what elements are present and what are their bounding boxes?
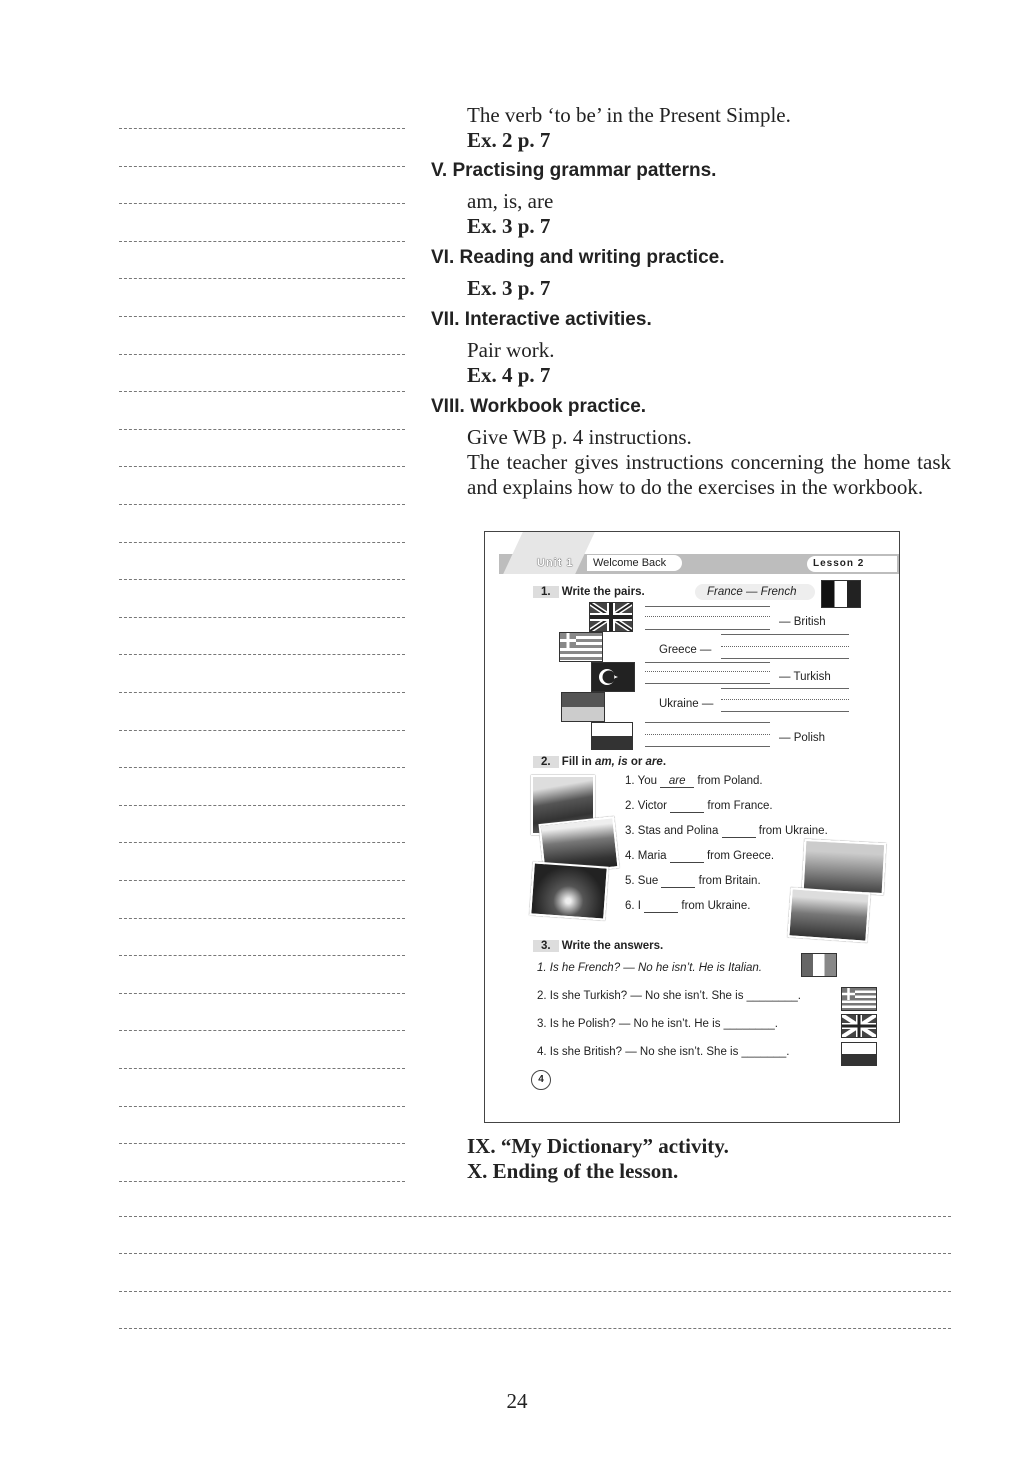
flag-ukraine-icon [561, 692, 605, 722]
margin-note-line [119, 504, 405, 505]
margin-note-line [119, 354, 405, 355]
exercise-ref: Ex. 2 p. 7 [467, 128, 551, 152]
flag-uk-icon [589, 602, 633, 632]
answer-item: 1. Is he French? — No he isn’t. He is Italian. [537, 962, 762, 974]
exercise-3-title [533, 940, 663, 952]
margin-note-line [119, 241, 405, 242]
note-line [119, 1328, 951, 1329]
exercise-instruction: Write the answers. [561, 940, 664, 952]
margin-note-line [119, 730, 405, 731]
exercise-number: 1. [533, 586, 559, 598]
photo-kyiv [787, 887, 870, 942]
flag-turkey-icon [591, 662, 635, 692]
pair-item: — Turkish [779, 671, 831, 683]
pair-item: — British [779, 616, 826, 628]
flag-greece-icon [559, 632, 603, 662]
margin-note-line [119, 1181, 405, 1182]
fill-item: 6. I from Ukraine. [625, 900, 751, 912]
fill-item: 2. Victor from France. [625, 800, 773, 812]
margin-note-line [119, 1030, 405, 1031]
exercise-1-title [533, 586, 645, 598]
margin-note-line [119, 617, 405, 618]
exercise-instruction: Write the pairs. [561, 586, 645, 598]
photo-paris [529, 861, 609, 920]
line-verb-to-be: The verb ‘to be’ in the Present Simple. [467, 103, 791, 127]
instruction-text: or [627, 756, 646, 768]
section-heading: VI. Reading and writing practice. [431, 247, 725, 268]
margin-note-line [119, 842, 405, 843]
margin-note-line [119, 203, 405, 204]
section-heading-ix: IX. “My Dictionary” activity. [467, 1134, 729, 1158]
margin-note-line [119, 692, 405, 693]
margin-note-line [119, 391, 405, 392]
margin-note-line [119, 805, 405, 806]
section-heading: V. Practising grammar patterns. [431, 160, 717, 181]
margin-note-line [119, 128, 405, 129]
teacher-paragraph: The teacher gives instructions concerning the home task and explains how to do the exercises in the workbook. [467, 450, 951, 499]
line-pair-work: Pair work. [467, 338, 555, 362]
exercise-ref: Ex. 3 p. 7 [467, 214, 551, 238]
line-wb-instructions: Give WB p. 4 instructions. [467, 425, 692, 449]
workbook-page-number: 4 [531, 1070, 551, 1090]
exercise-ref: Ex. 3 p. 7 [467, 276, 551, 300]
margin-note-line [119, 993, 405, 994]
margin-note-line [119, 1068, 405, 1069]
note-line [119, 1216, 951, 1217]
fill-item: 4. Maria from Greece. [625, 850, 775, 862]
instruction-italic: am, is [595, 756, 628, 768]
lesson-label: Lesson 2 [813, 558, 865, 569]
margin-note-line [119, 918, 405, 919]
margin-note-line [119, 278, 405, 279]
flag-uk-icon [841, 1014, 877, 1038]
workbook-page-image [484, 531, 900, 1123]
note-line [119, 1253, 951, 1254]
page-number: 24 [506, 1389, 528, 1413]
section-heading: VIII. Workbook practice. [431, 396, 647, 417]
unit-title: Welcome Back [593, 557, 667, 569]
unit-label: Unit 1 [537, 557, 574, 569]
line-am-is-are: am, is, are [467, 189, 554, 213]
flag-italy-icon [801, 953, 837, 977]
margin-note-line [119, 654, 405, 655]
pair-item: Ukraine — [659, 698, 714, 710]
pair-item: Greece — [659, 644, 712, 656]
instruction-text: Fill in [561, 756, 596, 768]
exercise-number: 2. [533, 756, 559, 768]
fill-item: 1. You are from Poland. [625, 775, 763, 787]
exercise-ref: Ex. 4 p. 7 [467, 363, 551, 387]
note-line [119, 1291, 951, 1292]
margin-note-line [119, 166, 405, 167]
fill-answer: are [660, 775, 694, 788]
flag-poland-icon [841, 1042, 877, 1066]
margin-note-line [119, 1106, 405, 1107]
section-heading-x: X. Ending of the lesson. [467, 1159, 679, 1183]
example-text: France — French [707, 586, 797, 598]
pair-item: — Polish [779, 732, 826, 744]
margin-note-line [119, 466, 405, 467]
margin-note-line [119, 579, 405, 580]
photo-athens [802, 839, 887, 895]
flag-greece-icon [841, 987, 877, 1011]
instruction-text: . [662, 756, 667, 768]
exercise-2-title [533, 756, 666, 768]
margin-note-line [119, 1143, 405, 1144]
section-heading: VII. Interactive activities. [431, 309, 652, 330]
answer-item: 4. Is she British? — No she isn’t. She is _______. [537, 1046, 790, 1058]
flag-poland-icon [591, 722, 633, 750]
margin-note-line [119, 542, 405, 543]
margin-note-line [119, 767, 405, 768]
margin-note-line [119, 429, 405, 430]
fill-item: 5. Sue from Britain. [625, 875, 761, 887]
instruction-italic: are [645, 756, 663, 768]
margin-note-line [119, 880, 405, 881]
flag-france-icon [821, 580, 861, 608]
fill-item: 3. Stas and Polina from Ukraine. [625, 825, 828, 837]
answer-item: 3. Is he Polish? — No he isn’t. He is ________. [537, 1018, 779, 1030]
exercise-number: 3. [533, 940, 559, 952]
answer-item: 2. Is she Turkish? — No she isn’t. She is ________. [537, 990, 802, 1002]
margin-note-line [119, 955, 405, 956]
margin-note-line [119, 316, 405, 317]
